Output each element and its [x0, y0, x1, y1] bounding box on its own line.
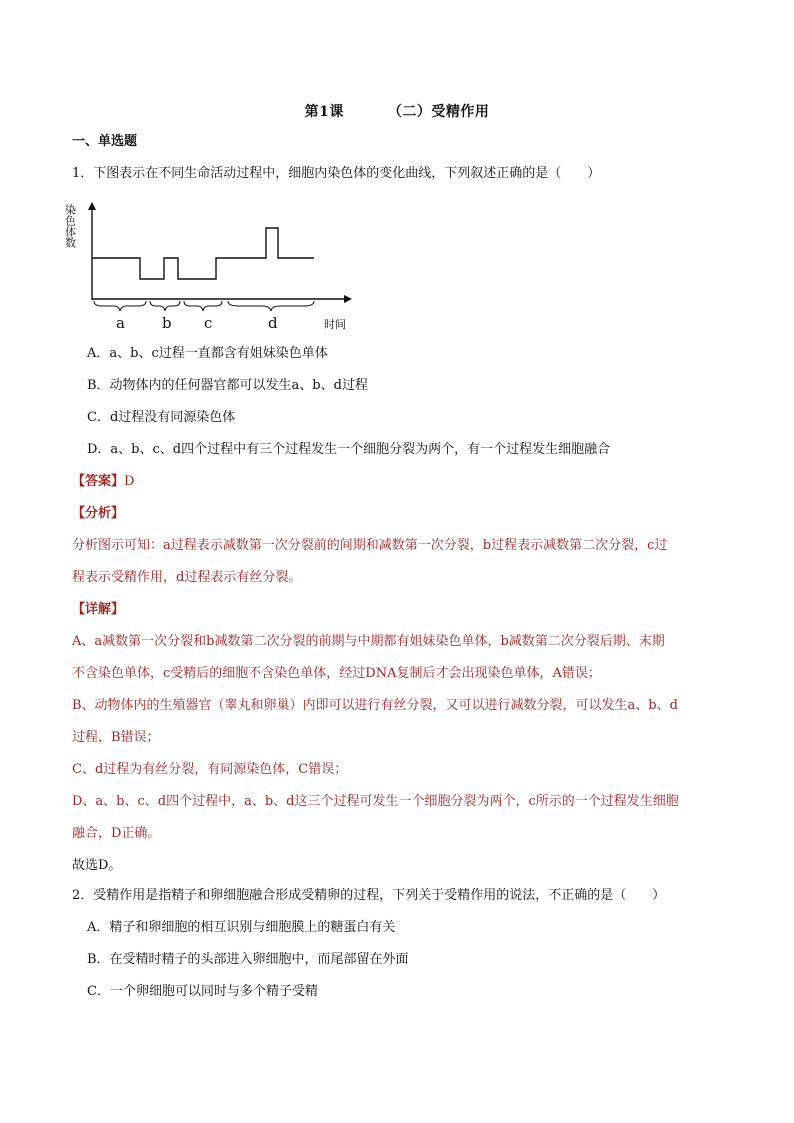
q1-conclusion: 故选D。 — [72, 858, 122, 873]
question-2-stem: 2．受精作用是指精子和卵细胞融合形成受精卵的过程，下列关于受精作用的说法，不正确的是（ ） — [72, 888, 666, 903]
q1-option-d[interactable]: D．a、b、c、d四个过程中有三个过程发生一个细胞分裂为两个，有一个过程发生细胞融合 — [87, 442, 611, 457]
detail-line-6: D、a、b、c、d四个过程中，a、b、d这三个过程可发生一个细胞分裂为两个，c所示的一个过程发生细胞 — [72, 794, 679, 809]
detail-line-2: 不含染色单体，c受精后的细胞不含染色单体，经过DNA复制后才会出现染色单体，A错误； — [72, 666, 601, 681]
chromosome-figure — [63, 198, 362, 338]
q2-option-a[interactable]: A．精子和卵细胞的相互识别与细胞膜上的糖蛋白有关 — [87, 920, 396, 935]
q1-answer — [72, 472, 134, 492]
q1-option-b[interactable]: B．动物体内的任何器官都可以发生a、b、d过程 — [87, 378, 368, 393]
segment-label-a: a — [116, 314, 125, 332]
section-heading: 一、单选题 — [72, 134, 138, 149]
answer-value: D — [124, 474, 135, 489]
analysis-line-1: 分析图示可知：a过程表示减数第一次分裂前的间期和减数第一次分裂，b过程表示减数第二次分裂，c过 — [72, 538, 668, 553]
segment-label-b: b — [162, 314, 172, 332]
detail-line-1: A、a减数第一次分裂和b减数第二次分裂的前期与中期都有姐妹染色单体，b减数第二次分裂后期、末期 — [72, 634, 665, 649]
segment-label-c: c — [204, 314, 213, 332]
q2-option-c[interactable]: C．一个卵细胞可以同时与多个精子受精 — [87, 984, 318, 999]
brace-d — [228, 301, 314, 311]
y-axis-label: 染色体数 — [63, 204, 77, 248]
question-1-stem: 1．下图表示在不同生命活动过程中，细胞内染色体的变化曲线，下列叙述正确的是（ ） — [72, 166, 601, 181]
brace-b — [150, 301, 180, 311]
q1-option-c[interactable]: C．d过程没有同源染色体 — [87, 410, 236, 425]
detail-line-5: C、d过程为有丝分裂，有同源染色体，C错误； — [72, 762, 348, 777]
analysis-label: 【分析】 — [72, 506, 125, 521]
page-title — [0, 101, 794, 121]
detail-line-3: B、动物体内的生殖器官（睾丸和卵巢）内即可以进行有丝分裂，又可以进行减数分裂，可以发生a、b、d — [72, 698, 678, 713]
x-axis-label: 时间 — [324, 318, 346, 331]
analysis-line-2: 程表示受精作用，d过程表示有丝分裂。 — [72, 570, 302, 585]
lesson-topic: （二）受精作用 — [387, 104, 490, 120]
detail-line-7: 融合，D正确。 — [72, 826, 161, 841]
lesson-number: 第1课 — [304, 104, 344, 120]
brace-a — [94, 301, 146, 311]
answer-label: 【答案】 — [72, 474, 125, 489]
q2-option-b[interactable]: B．在受精时精子的头部进入卵细胞中，而尾部留在外面 — [87, 952, 409, 967]
segment-label-d: d — [268, 314, 278, 332]
brace-c — [184, 301, 222, 311]
detail-label: 【详解】 — [72, 602, 125, 617]
detail-line-4: 过程，B错误； — [72, 730, 160, 745]
q1-option-a[interactable]: A．a、b、c过程一直都含有姐妹染色单体 — [87, 346, 328, 361]
chromosome-curve — [92, 228, 314, 279]
